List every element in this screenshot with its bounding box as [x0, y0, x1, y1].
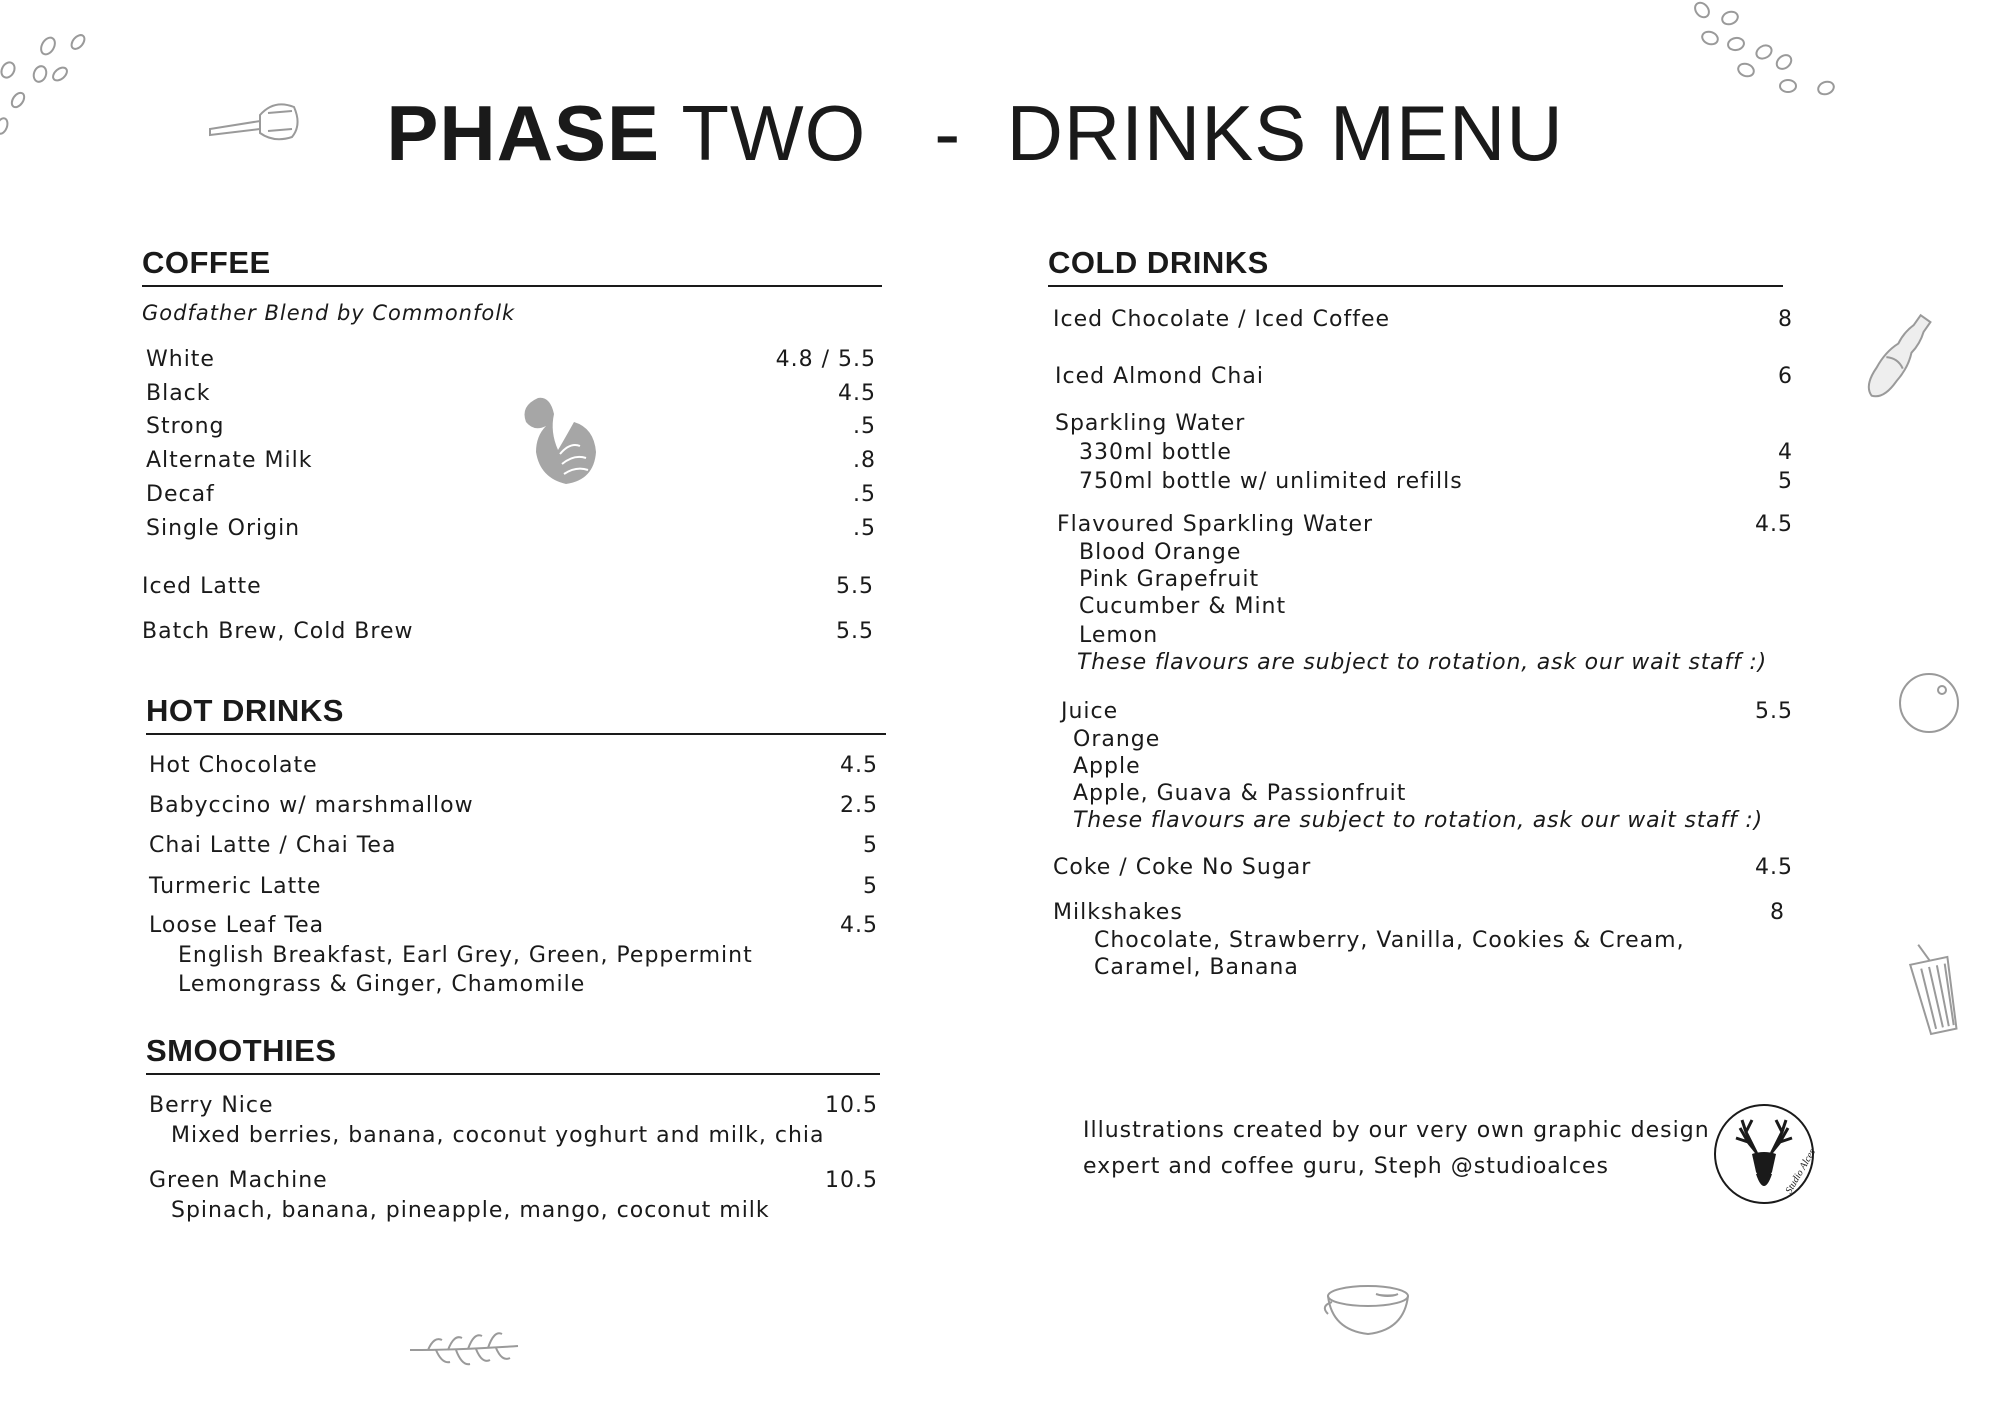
- hot-drinks-section: [146, 693, 886, 997]
- cold-drinks-heading: COLD DRINKS: [1048, 245, 1783, 287]
- portafilter-icon: [208, 95, 304, 149]
- studio-alces-logo: [1712, 1102, 1816, 1206]
- hot-drinks-heading: HOT DRINKS: [146, 693, 886, 735]
- menu-item-milkshakes: Milkshakes 8: [1053, 900, 1785, 925]
- credit-line-1: Illustrations created by our very own graphic design: [1083, 1118, 1710, 1143]
- berry-nice-description: Mixed berries, banana, coconut yoghurt and milk, chia: [171, 1123, 825, 1148]
- orange-icon: [1896, 670, 1962, 736]
- menu-item-green-machine: Green Machine 10.5: [149, 1168, 878, 1193]
- menu-item: Chai Latte / Chai Tea 5: [149, 833, 878, 858]
- green-machine-description: Spinach, banana, pineapple, mango, coconut milk: [171, 1198, 770, 1223]
- logo-lettering: Studio Alces: [1783, 1147, 1818, 1196]
- menu-item: Turmeric Latte 5: [149, 874, 878, 899]
- smoothies-heading: SMOOTHIES: [146, 1033, 880, 1075]
- title-part-1: PHASE: [386, 89, 661, 177]
- sparkling-water-label: Sparkling Water: [1055, 411, 1246, 436]
- smoothies-section: [146, 1033, 880, 1223]
- juice-option: Apple, Guava & Passionfruit: [1073, 781, 1407, 806]
- menu-item: Decaf .5: [146, 482, 876, 507]
- coke-bottle-icon: [1858, 308, 1938, 408]
- coffee-heading: COFFEE: [142, 245, 882, 287]
- coffee-beans-top-right-icon: [1690, 0, 1840, 100]
- coffee-cup-icon: [1318, 1280, 1418, 1340]
- latte-art-swan-icon: [510, 392, 606, 492]
- menu-item: Strong .5: [146, 414, 876, 439]
- menu-item: Hot Chocolate 4.5: [149, 753, 878, 778]
- illustration-credit: [1083, 1113, 1723, 1185]
- menu-item: Babyccino w/ marshmallow 2.5: [149, 793, 878, 818]
- coffee-beans-top-left-icon: [0, 30, 100, 140]
- menu-item-coke: Coke / Coke No Sugar 4.5: [1053, 855, 1793, 880]
- milkshake-cup-icon: [1906, 940, 1966, 1040]
- menu-item-batch-brew: Batch Brew, Cold Brew 5.5: [142, 619, 874, 644]
- flavour-rotation-note: These flavours are subject to rotation, ask our wait staff :): [1077, 650, 1767, 675]
- menu-item-iced-almond-chai: Iced Almond Chai 6: [1055, 364, 1793, 389]
- menu-item: Black 4.5: [146, 381, 876, 406]
- menu-item: White 4.8 / 5.5: [146, 347, 876, 372]
- menu-item: Alternate Milk .8: [146, 448, 876, 473]
- menu-item-iced-latte: Iced Latte 5.5: [142, 574, 874, 599]
- menu-item: Loose Leaf Tea 4.5: [149, 913, 878, 938]
- sparkling-water-750ml: 750ml bottle w/ unlimited refills 5: [1079, 469, 1793, 494]
- juice-option: Orange: [1073, 727, 1161, 752]
- juice-option: Apple: [1073, 754, 1141, 779]
- menu-item: Single Origin .5: [146, 516, 876, 541]
- flavour-option: Cucumber & Mint: [1079, 594, 1287, 619]
- title-part-2: TWO - DRINKS MENU: [660, 89, 1564, 177]
- menu-item-flavoured-sparkling: Flavoured Sparkling Water 4.5: [1057, 512, 1793, 537]
- flavour-option: Blood Orange: [1079, 540, 1242, 565]
- tea-varieties-line-1: English Breakfast, Earl Grey, Green, Peppermint: [178, 943, 753, 968]
- menu-item-berry-nice: Berry Nice 10.5: [149, 1093, 878, 1118]
- cold-drinks-section: [1048, 245, 1793, 980]
- tea-varieties-line-2: Lemongrass & Ginger, Chamomile: [178, 972, 586, 997]
- credit-line-2: expert and coffee guru, Steph @studioalces: [1083, 1154, 1609, 1179]
- flavour-option: Lemon: [1079, 623, 1159, 648]
- menu-item-juice: Juice 5.5: [1061, 699, 1793, 724]
- flavour-option: Pink Grapefruit: [1079, 567, 1260, 592]
- coffee-blend-subtitle: Godfather Blend by Commonfolk: [142, 301, 516, 325]
- juice-rotation-note: These flavours are subject to rotation, ask our wait staff :): [1073, 808, 1763, 833]
- olive-branch-icon: [408, 1320, 524, 1380]
- menu-item-iced-chocolate: Iced Chocolate / Iced Coffee 8: [1053, 307, 1793, 332]
- milkshake-flavours-line-1: Chocolate, Strawberry, Vanilla, Cookies & Cream,: [1094, 928, 1685, 953]
- milkshake-flavours-line-2: Caramel, Banana: [1094, 955, 1299, 980]
- sparkling-water-330ml: 330ml bottle 4: [1079, 440, 1793, 465]
